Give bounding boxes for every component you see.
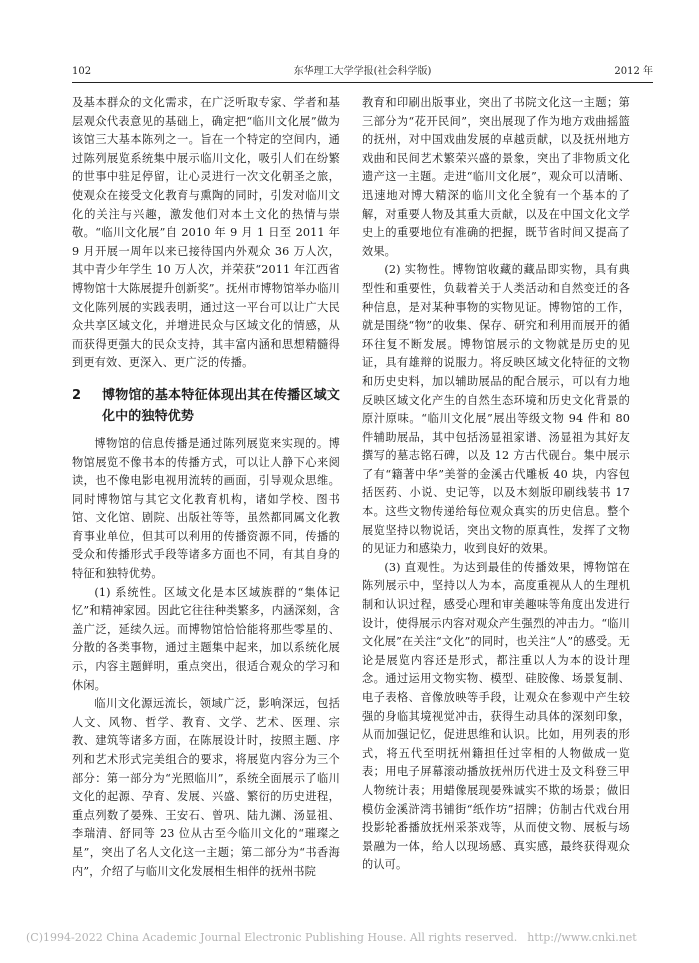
paragraph: (3) 直观性。为达到最佳的传播效果，博物馆在陈列展示中，坚持以人为本，高度重视从人的生理机制和认识过程，感受心理和审美趣味等角度出发进行设计，使得展示内容对观众产生强烈的冲击力。“临川文化展”在关注“文化”的同时，也关注“人”的感受。无论是展览内容还是形式，都注重以人为本的设计理念。通过运用文物实物、模型、硅胶像、场景复制、电子表格、音像放映等手段，让观众在参观中产生较强的身临其境视觉冲击，获得生动具体的深刻印象，从而加强记忆，促进思维和认识。比如，用列表的形式，将五代至明抚州籍担任过宰相的人物做成一览表；用电子屏幕滚动播放抚州历代进士及文科登三甲人物统计表；用蜡像展现晏殊诚实不欺的场景；做旧模仿金溪浒湾书铺街“纸作坊”招牌；仿制古代戏台用投影轮番播放抚州采茶戏等，从而使文物、展板与场景融为一体，给人以现场感、真实感，最终获得观众的认可。 [362, 560, 630, 872]
running-header [72, 62, 653, 83]
paragraph: 及基本群众的文化需求，在广泛听取专家、学者和基层观众代表意见的基础上，确定把“临川文化展”做为该馆三大基本陈列之一。旨在一个特定的空间内，通过陈列展览系统集中展示临川文化，吸引人们在纷繁的世事中驻足停留，让心灵进行一次文化朝圣之旅，使观众在接受文化教育与熏陶的同时，引发对临川文化的关注与兴趣，激发他们对本土文化的热情与崇敬。“临川文化展”自 2010 年 9 月 1 日至 2011 年 9 月开展一周年以来已接待国内外观众 36 万人次，其中青少年学生 10 万人次，并荣获“2011 年江西省博物馆十大陈展提升创新奖”。抚州市博物馆举办临川文化陈列展的实践表明，通过这一平台可以让广大民众共享区域文化，并增进民众与区域文化的情感，从而获得更强大的民众支持，其丰富内涵和思想精髓得到更有效、更深入、更广泛的传播。 [72, 96, 340, 370]
paragraph: (1) 系统性。区域文化是本区域族群的“集体记忆”和精神家园。因此它往往种类繁多，内涵深刻，含盖广泛，延续久远。而博物馆恰恰能将那些零星的、分散的各类事物，通过主题集中起来，加以系统化展示，内容主题鲜明，重点突出，很适合观众的学习和休闲。 [72, 585, 340, 692]
right-column [362, 94, 630, 875]
section-title: 博物馆的基本特征体现出其在传播区域文化中的独特优势 [102, 387, 340, 424]
left-column [72, 94, 340, 881]
journal-title: 东华理工大学学报(社会科学版) [293, 66, 432, 77]
copyright-text: (C)1994-2022 China Academic Journal Electronic Publishing House. All rights reserved. [26, 931, 518, 944]
page-number: 102 [72, 66, 92, 77]
publication-year: 2012 年 [614, 66, 653, 77]
cnki-link[interactable]: http://www.cnki.net [527, 931, 637, 944]
section-number: 2 [72, 387, 82, 403]
copyright-footer [26, 931, 637, 944]
paragraph: 临川文化源远流长，领域广泛，影响深远，包括人文、风物、哲学、教育、文学、艺术、医理、宗教、建筑等诸多方面，在陈展设计时，按照主题、序列和艺术形式完美组合的要求，将展览内容分为三个部分：第一部分为“光照临川”，系统全面展示了临川文化的起源、孕育、发展、兴盛、繁衍的历史进程，重点列数了晏殊、王安石、曾巩、陆九渊、汤显祖、李瑞清、舒同等 23 位从古至今临川文化的“璀璨之星”，突出了名人文化这一主题；第二部分为“书香海内”，介绍了与临川文化发展相生相伴的抚州书院 [72, 697, 340, 878]
paragraph: 博物馆的信息传播是通过陈列展览来实现的。博物馆展览不像书本的传播方式，可以让人静下心来阅读，也不像电影电视用流转的画面，引导观众思维。同时博物馆与其它文化教育机构，诸如学校、图书馆、文化馆、剧院、出版社等等，虽然都同属文化教育事业单位，但其可以利用的传播资源不同，传播的受众和传播形式手段等诸多方面也不同，有其自身的特征和独特优势。 [72, 436, 340, 581]
paragraph: 教育和印刷出版事业，突出了书院文化这一主题；第三部分为“花开民间”，突出展现了作为地方戏曲摇篮的抚州，对中国戏曲发展的卓越贡献，以及抚州地方戏曲和民间艺术繁荣兴盛的景象，突出了非物质文化遗产这一主题。走进“临川文化展”，观众可以清晰、迅速地对博大精深的临川文化全貌有一个基本的了解，对重要人物及其重大贡献，以及在中国文化文学史上的重要地位有准确的把握，既节省时间又提高了效果。 [362, 96, 630, 258]
section-heading [72, 385, 340, 427]
paragraph: (2) 实物性。博物馆收藏的藏品即实物，具有典型性和重要性，负载着关于人类活动和自然变迁的各种信息，是对某种事物的实物见证。博物馆的工作，就是围绕“物”的收集、保存、研究和利用而展开的循环往复不断发展。博物馆展示的文物就是历史的见证，具有雄辩的说服力。将反映区域文化特征的文物和历史史料，加以辅助展品的配合展示，可以有力地反映区域文化产生的自然生态环境和历史文化背景的原汁原味。“临川文化展”展出等级文物 94 件和 80 件辅助展品，其中包括汤显祖家谱、汤显祖为其好友撰写的墓志铭石碑，以及 12 方古代砚台。集中展示了有“籍著中华”美誉的金溪古代雕板 40 块，内容包括医药、小说、史记等，以及木刻版印刷线装书 17 本。这些文物传递给每位观众真实的历史信息。整个展览坚持以物说话，突出文物的原真性，发挥了文物的见证力和感染力，收到良好的效果。 [362, 263, 630, 556]
